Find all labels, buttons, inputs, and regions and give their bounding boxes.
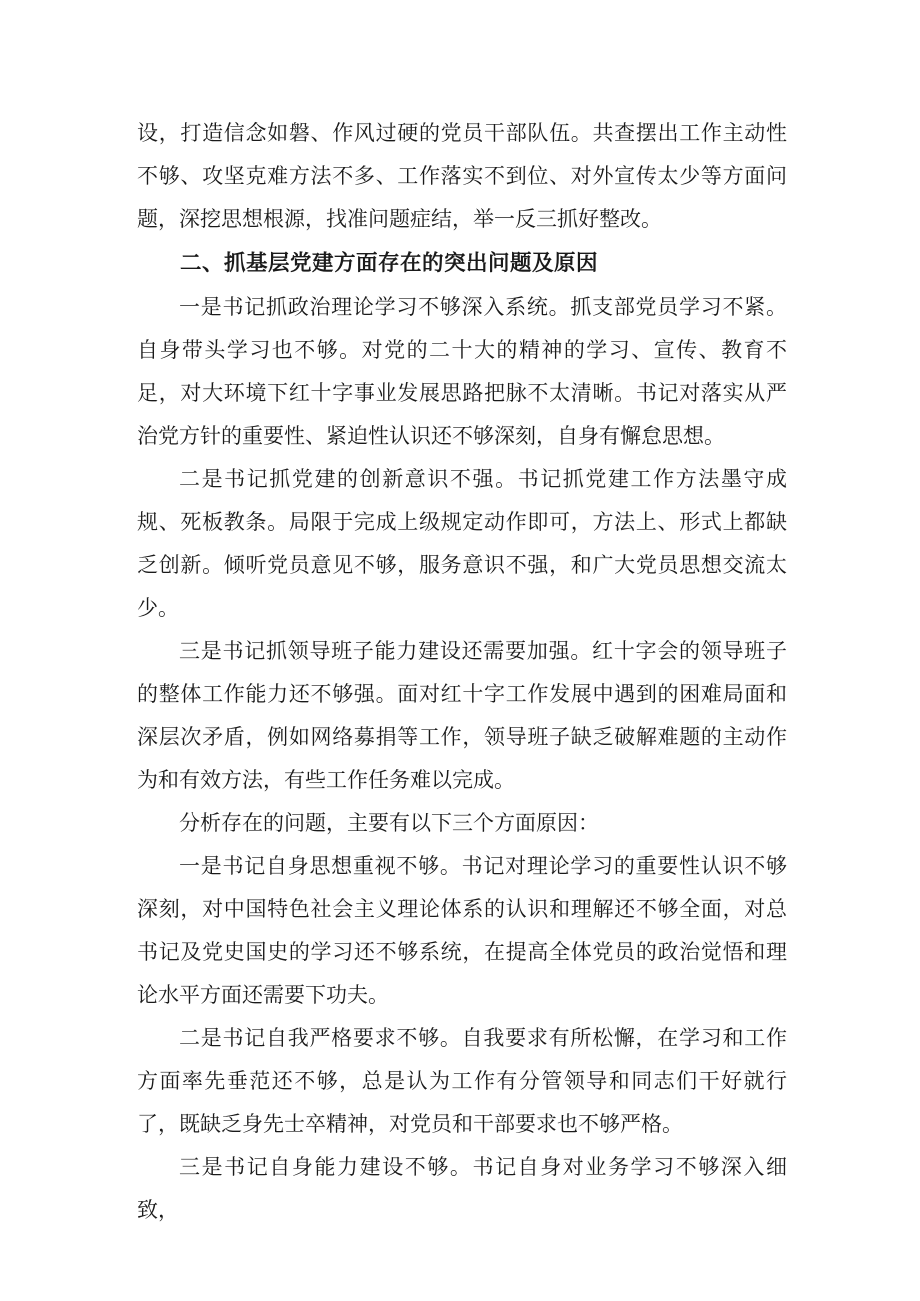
paragraph-reason-2: 二是书记自我严格要求不够。自我要求有所松懈，在学习和工作方面率先垂范还不够，总是认为工作有分管领导和同志们干好就行了，既缺乏身先士卒精神，对党员和干部要求也不够严格。 (137, 1026, 787, 1136)
paragraph-continuation: 设，打造信念如磐、作风过硬的党员干部队伍。共查摆出工作主动性不够、攻坚克难方法不多、工作落实不到位、对外宣传太少等方面问题，深挖思想根源，找准问题症结，举一反三抓好整改。 (137, 121, 787, 231)
paragraph-analysis-intro: 分析存在的问题，主要有以下三个方面原因： (179, 811, 599, 835)
paragraph-reason-3: 三是书记自身能力建设不够。书记自身对业务学习不够深入细致， (137, 1155, 787, 1222)
paragraph-item-3: 三是书记抓领导班子能力建设还需要加强。红十字会的领导班子的整体工作能力还不够强。面对红十字工作发展中遇到的困难局面和深层次矛盾，例如网络募捐等工作，领导班子缺乏破解难题的主动作为和有效方法，有些工作任务难以完成。 (137, 639, 787, 792)
paragraph-reason-1: 一是书记自身思想重视不够。书记对理论学习的重要性认识不够深刻，对中国特色社会主义理论体系的认识和理解还不够全面，对总书记及党史国史的学习还不够系统，在提高全体党员的政治觉悟和理论水平方面还需要下功夫。 (137, 854, 787, 1007)
section-heading: 二、抓基层党建方面存在的突出问题及原因 (180, 251, 599, 276)
paragraph-item-1: 一是书记抓政治理论学习不够深入系统。抓支部党员学习不紧。自身带头学习也不够。对党的二十大的精神的学习、宣传、教育不足，对大环境下红十字事业发展思路把脉不太清晰。书记对落实从严治党方针的重要性、紧迫性认识还不够深刻，自身有懈怠思想。 (137, 295, 787, 448)
paragraph-item-2: 二是书记抓党建的创新意识不强。书记抓党建工作方法墨守成规、死板教条。局限于完成上级规定动作即可，方法上、形式上都缺乏创新。倾听党员意见不够，服务意识不强，和广大党员思想交流太少。 (137, 467, 787, 620)
document-body (137, 112, 787, 1232)
